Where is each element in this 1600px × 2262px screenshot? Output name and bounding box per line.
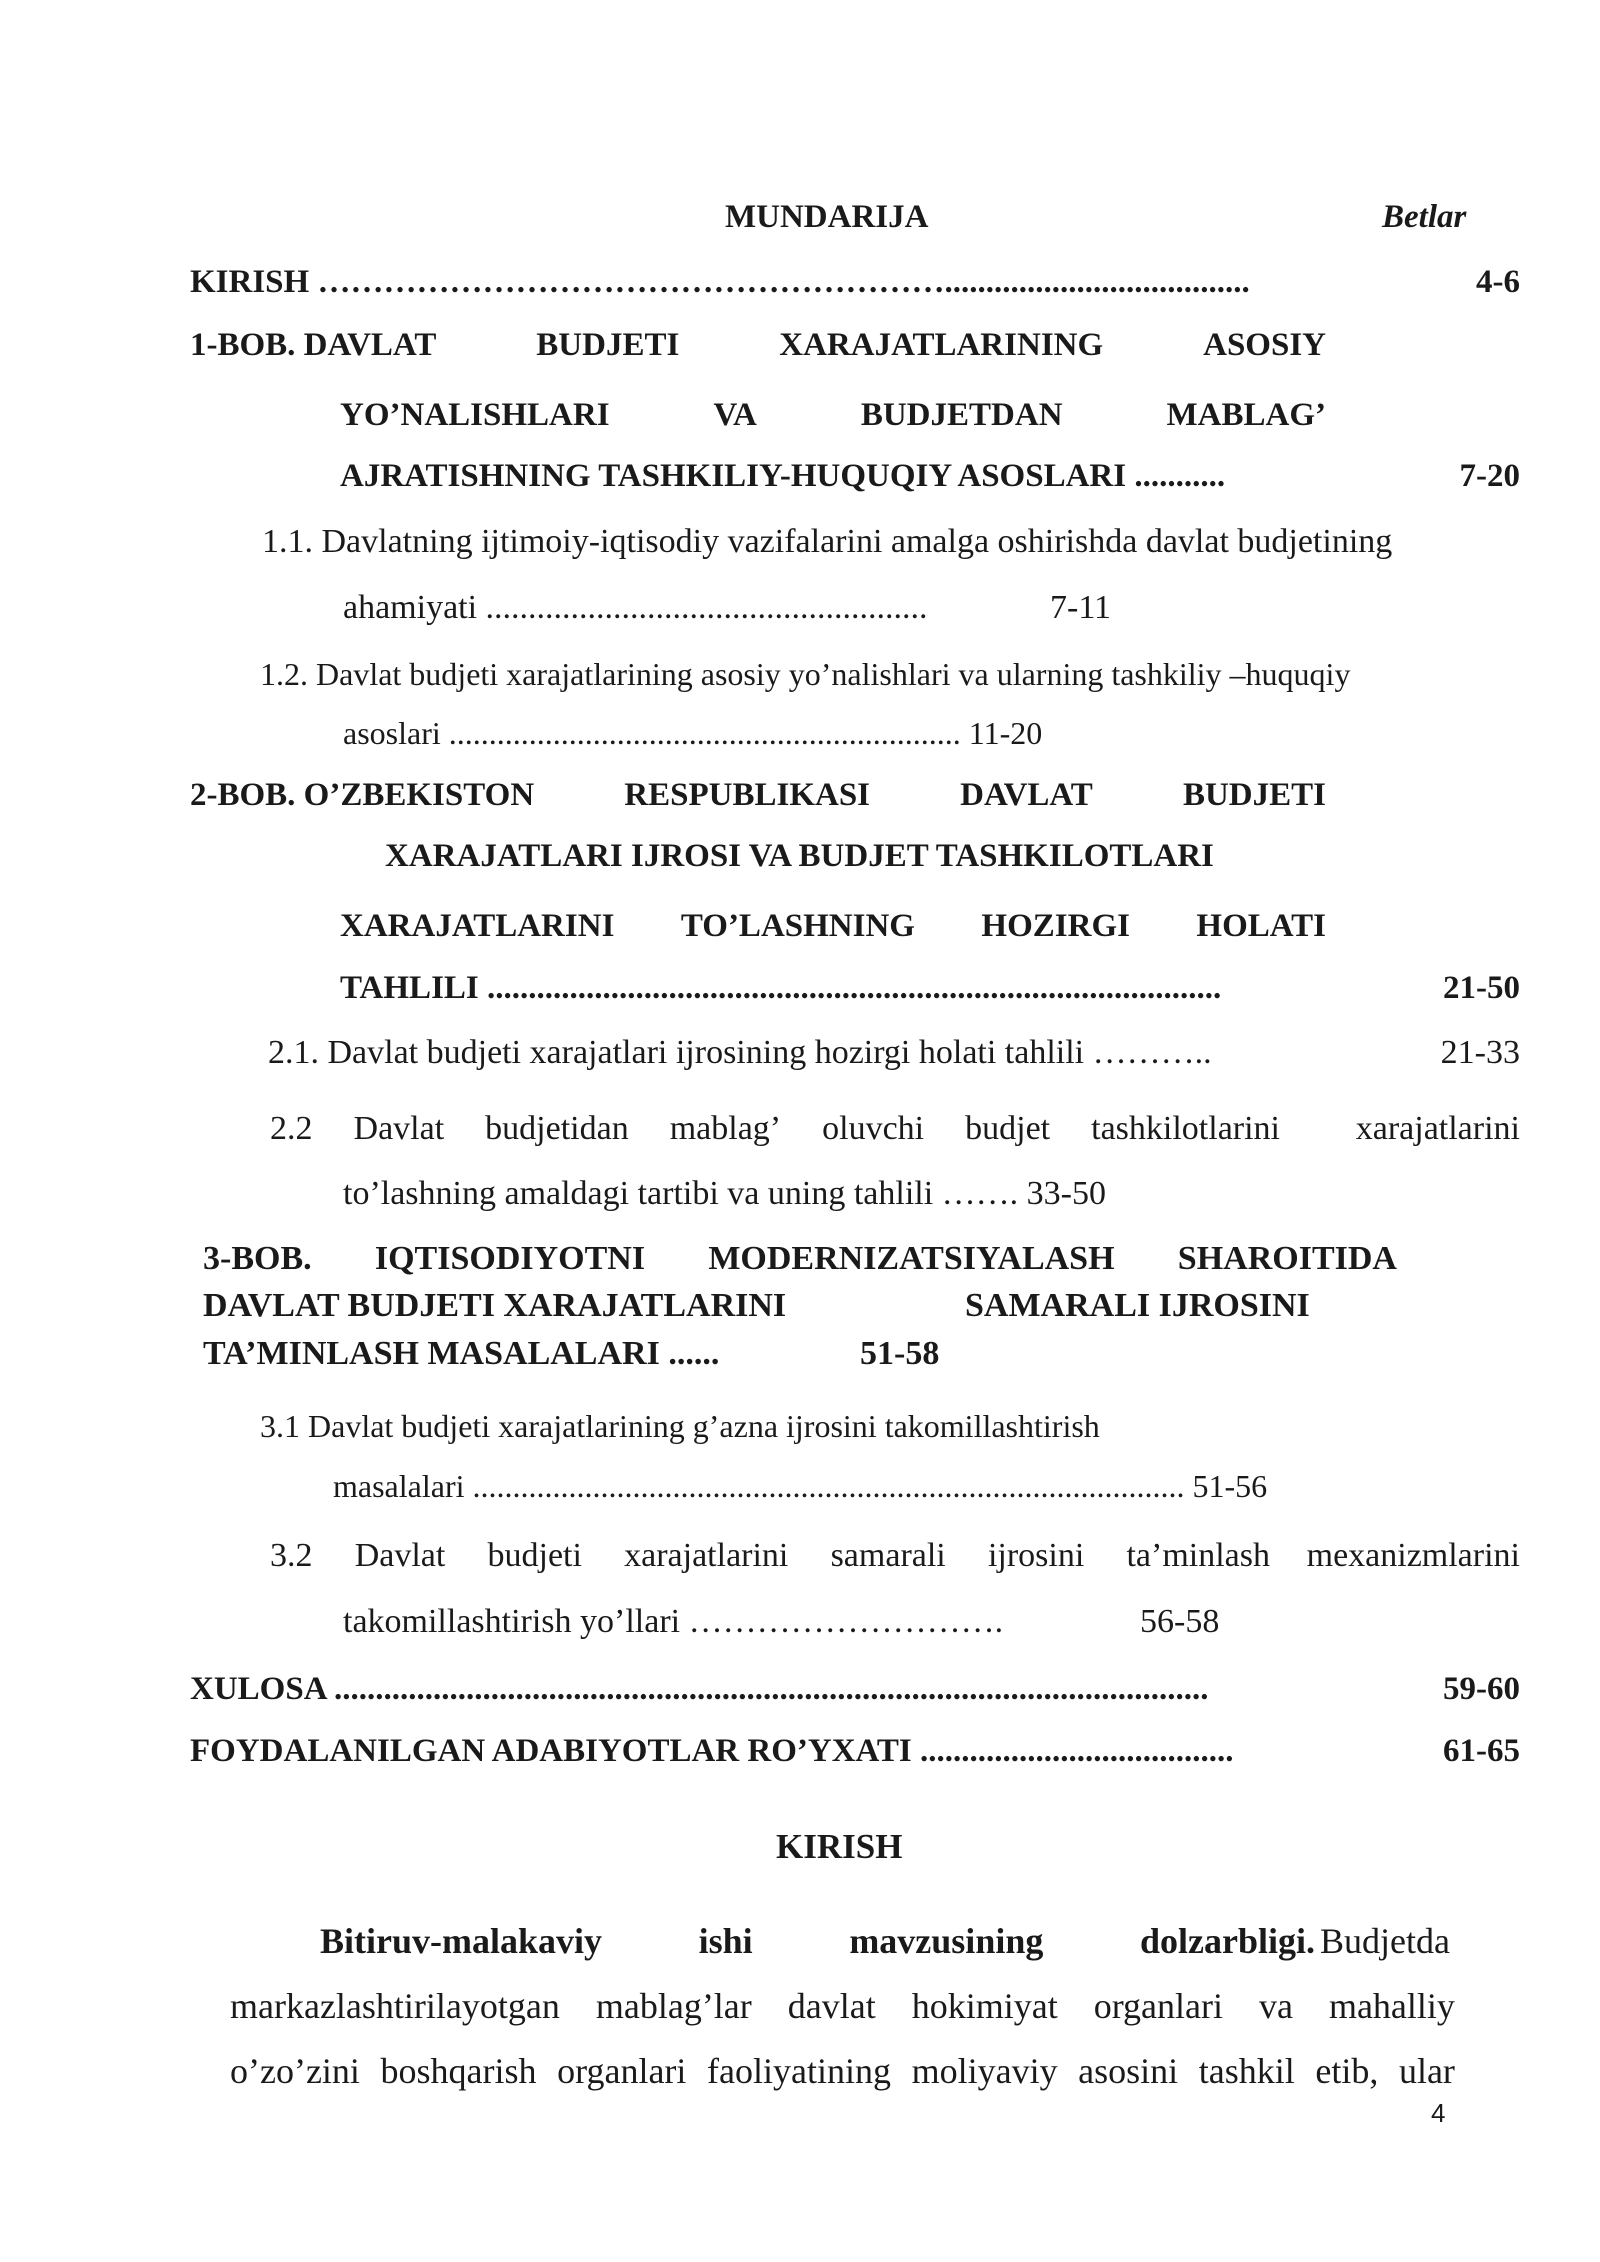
word: organlari	[1093, 1986, 1223, 2026]
word: tashkil	[1198, 2051, 1295, 2091]
toc-pages-xulosa: 59-60	[1443, 1671, 1520, 1707]
word: budjeti	[487, 1537, 582, 1574]
toc-pages-chapter-3: 51-58	[860, 1335, 940, 1372]
toc-pages-section-3-2: 56-58	[1140, 1603, 1220, 1640]
page-number: 4	[1431, 2098, 1446, 2128]
word: ishi	[698, 1921, 753, 1961]
toc-section-3-2-line-2: takomillashtirish yo’llari ……………………….	[343, 1603, 1004, 1640]
toc-section-2-2-line-1-end: xarajatlarini	[1355, 1110, 1520, 1147]
toc-entry-kirish: KIRISH ………………………………………………….....................................	[190, 264, 1250, 300]
word: mavzusining	[849, 1921, 1044, 1961]
word: faoliyatining	[707, 2051, 891, 2091]
word: VA	[713, 397, 757, 433]
word: DAVLAT	[960, 777, 1093, 813]
toc-section-1-1-line-2: ahamiyati ....................................................	[343, 589, 928, 626]
word: davlat	[787, 1986, 876, 2026]
word: HOLATI	[1196, 908, 1326, 944]
word: XARAJATLARINING	[779, 327, 1104, 363]
word: XARAJATLARINI	[340, 908, 615, 944]
toc-section-1-2-line-2: asoslari ................................................................ 11-20	[343, 715, 1043, 751]
intro-paragraph-line-1	[320, 1920, 1315, 1962]
word: MODERNIZATSIYALASH	[708, 1240, 1115, 1277]
toc-chapter-2-line-4: TAHLILI .........................................................................................	[340, 970, 1222, 1006]
toc-section-3-1-line-2: masalalari ......................................................................................... 51-56	[333, 1468, 1268, 1504]
toc-pages-chapter-2: 21-50	[1443, 970, 1520, 1006]
word: asosini	[1078, 2051, 1179, 2091]
toc-chapter-1-line-2	[340, 397, 1326, 434]
intro-paragraph-line-3	[230, 2050, 1455, 2092]
word: YO’NALISHLARI	[340, 397, 610, 433]
toc-pages-kirish: 4-6	[1476, 264, 1520, 300]
word: 2.2	[270, 1110, 313, 1147]
word: 2-BOB. O’ZBEKISTON	[190, 777, 535, 813]
toc-chapter-2-line-2: XARAJATLARI IJROSI VA BUDJET TASHKILOTLARI	[385, 838, 1214, 874]
toc-section-2-2-line-2: to’lashning amaldagi tartibi va uning tahlili ……. 33-50	[343, 1175, 1106, 1212]
word: ular	[1398, 2051, 1455, 2091]
word: budjetidan	[485, 1110, 629, 1147]
toc-chapter-3-line-2b: SAMARALI IJROSINI	[965, 1287, 1310, 1324]
intro-paragraph-line-2	[230, 1985, 1455, 2027]
toc-section-1-2-line-1: 1.2. Davlat budjeti xarajatlarining asosiy yo’nalishlari va ularning tashkiliy –huquqiy	[260, 656, 1351, 692]
word: Davlat	[354, 1537, 446, 1574]
toc-section-3-2-line-1-end: mexanizmlarini	[1306, 1537, 1520, 1574]
intro-paragraph-line-1-end: Budjetda	[1320, 1921, 1450, 1961]
word: mablag’lar	[595, 1986, 752, 2026]
word: moliyaviy	[911, 2051, 1058, 2091]
word: mahalliy	[1328, 1986, 1455, 2026]
word: Davlat	[353, 1110, 445, 1147]
word: 3.2	[270, 1537, 313, 1574]
word: va	[1258, 1986, 1293, 2026]
toc-section-3-2-line-1	[270, 1537, 1270, 1575]
toc-section-3-1-line-1: 3.1 Davlat budjeti xarajatlarining g’azna ijrosini takomillashtirish	[260, 1408, 1100, 1444]
word: SHAROITIDA	[1177, 1240, 1397, 1277]
toc-chapter-2-line-1	[190, 777, 1326, 814]
word: tashkilotlarini	[1091, 1110, 1280, 1147]
toc-chapter-1-line-1	[190, 327, 1326, 364]
word: BUDJETI	[536, 327, 680, 363]
word: budjet	[965, 1110, 1051, 1147]
word: Bitiruv-malakaviy	[320, 1921, 603, 1961]
word: TO’LASHNING	[680, 908, 915, 944]
word: ta’minlash	[1126, 1537, 1270, 1574]
word: BUDJETDAN	[860, 397, 1063, 433]
toc-entry-adabiyotlar: FOYDALANILGAN ADABIYOTLAR RO’YXATI ......................................	[190, 1733, 1234, 1769]
word: organlari	[557, 2051, 687, 2091]
pages-header: Betlar	[1382, 199, 1467, 235]
toc-chapter-2-line-3	[340, 908, 1326, 945]
word: BUDJETI	[1182, 777, 1326, 813]
word: HOZIRGI	[981, 908, 1130, 944]
word: samarali	[830, 1537, 946, 1574]
word: IQTISODIYOTNI	[374, 1240, 646, 1277]
toc-section-2-2-line-1	[270, 1110, 1280, 1148]
word: MABLAG’	[1166, 397, 1326, 433]
intro-heading: KIRISH	[776, 1827, 903, 1866]
word: RESPUBLIKASI	[624, 777, 871, 813]
word: hokimiyat	[911, 1986, 1058, 2026]
toc-pages-section-2-1: 21-33	[1440, 1034, 1520, 1071]
toc-chapter-3-line-2a: DAVLAT BUDJETI XARAJATLARINI	[203, 1287, 787, 1324]
word: ASOSIY	[1203, 327, 1326, 363]
toc-pages-chapter-1: 7-20	[1459, 458, 1520, 494]
toc-title: MUNDARIJA	[725, 199, 929, 235]
word: boshqarish	[380, 2051, 537, 2091]
word: etib,	[1315, 2051, 1379, 2091]
toc-chapter-3-line-1	[203, 1240, 1397, 1278]
word: xarajatlarini	[624, 1537, 789, 1574]
word: oluvchi	[822, 1110, 925, 1147]
toc-chapter-3-line-3: TA’MINLASH MASALALARI ......	[203, 1335, 720, 1372]
word: markazlashtirilayotgan	[230, 1986, 560, 2026]
word: 3-BOB.	[203, 1240, 312, 1277]
word: 1-BOB. DAVLAT	[190, 327, 437, 363]
toc-pages-section-1-1: 7-11	[1050, 589, 1112, 626]
toc-chapter-1-line-3: AJRATISHNING TASHKILIY-HUQUQIY ASOSLARI ...........	[340, 458, 1226, 494]
toc-section-2-1: 2.1. Davlat budjeti xarajatlari ijrosining hozirgi holati tahlili ………..	[268, 1034, 1212, 1071]
word: ijrosini	[987, 1537, 1085, 1574]
word: dolzarbligi.	[1139, 1921, 1315, 1961]
word: o’zo’zini	[230, 2051, 360, 2091]
word: mablag’	[669, 1110, 782, 1147]
toc-entry-xulosa: XULOSA ..........................................................................................................	[190, 1671, 1209, 1707]
toc-pages-adabiyotlar: 61-65	[1443, 1733, 1520, 1769]
toc-section-1-1-line-1: 1.1. Davlatning ijtimoiy-iqtisodiy vazifalarini amalga oshirishda davlat budjetining	[262, 523, 1393, 560]
